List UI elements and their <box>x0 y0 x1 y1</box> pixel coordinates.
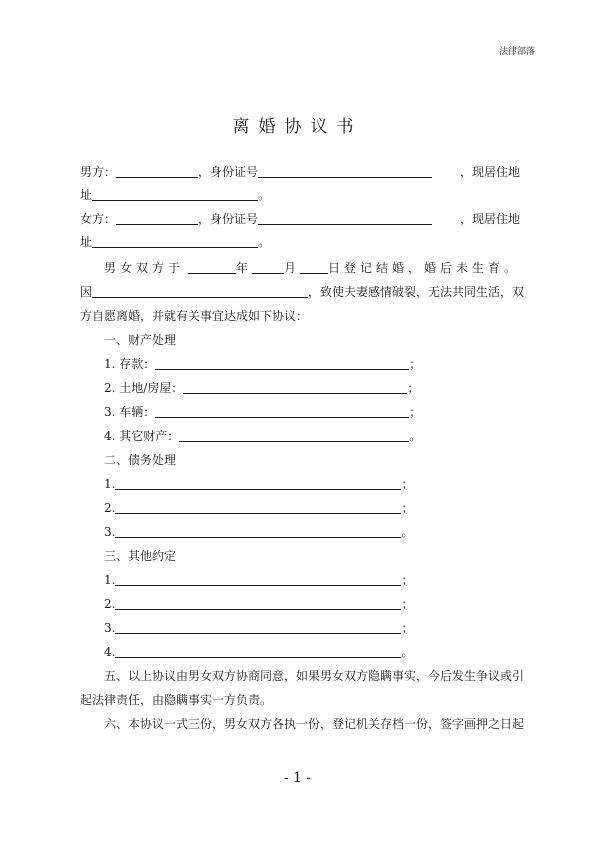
period: 。 <box>401 525 414 539</box>
agreement-item <box>104 596 413 612</box>
section3-heading: 三、其他约定 <box>104 549 177 563</box>
semicolon: ； <box>409 405 422 419</box>
debt-item <box>104 500 413 516</box>
agreement-number: 2. <box>104 597 116 611</box>
asset-label: 4. 其它财产： <box>104 429 180 443</box>
agreement-number: 3. <box>104 621 116 635</box>
cause-prefix: 因 <box>80 285 93 299</box>
wife-address-label: ，现居住地 <box>459 212 520 226</box>
husband-id-label: ，身份证号 <box>198 165 259 179</box>
asset-item <box>104 356 421 372</box>
agreement-blank[interactable] <box>115 597 401 610</box>
semicolon: ； <box>409 357 422 371</box>
period: 。 <box>401 645 414 659</box>
agreement-blank[interactable] <box>115 645 401 658</box>
clause5-line-1: 五、以上协议由男女双方协商同意，如果男女双方隐瞒事实，今后发生争议或引 <box>104 669 525 683</box>
period: 。 <box>409 429 422 443</box>
semicolon: ； <box>401 573 414 587</box>
asset-item <box>104 380 419 396</box>
asset-blank[interactable] <box>155 405 409 418</box>
husband-address-cont: 址 <box>80 188 93 202</box>
asset-label: 2. 土地/房屋： <box>104 381 184 395</box>
husband-id-blank[interactable] <box>258 165 432 178</box>
month-label: 月 <box>283 261 296 275</box>
agreement-number: 1. <box>104 573 116 587</box>
cause-suffix: ，致使夫妻感情破裂，无法共同生活，双 <box>308 285 525 299</box>
semicolon: ； <box>401 501 414 515</box>
page-number: - 1 - <box>283 770 312 786</box>
period: 。 <box>258 235 271 249</box>
day-label: 日登记结婚，婚后未生育。 <box>327 261 520 275</box>
marriage-line-1 <box>104 260 520 276</box>
debt-item <box>104 524 413 540</box>
semicolon: ； <box>401 621 414 635</box>
clause5-line-2: 起法律责任，由隐瞒事实一方负责。 <box>80 693 273 707</box>
wife-address-blank[interactable] <box>92 235 258 248</box>
section1-heading: 一、财产处理 <box>104 333 177 347</box>
wife-address-line <box>80 234 270 250</box>
cause-blank[interactable] <box>92 285 308 298</box>
husband-address-blank[interactable] <box>92 188 258 201</box>
asset-blank[interactable] <box>179 429 409 442</box>
agreement-number: 4. <box>104 645 116 659</box>
agreement-blank[interactable] <box>115 573 401 586</box>
debt-number: 1. <box>104 477 116 491</box>
agreement-blank[interactable] <box>115 621 401 634</box>
agreement-item <box>104 620 413 636</box>
agreement-item <box>104 572 413 588</box>
marriage-line-2 <box>80 284 524 300</box>
wife-id-blank[interactable] <box>258 212 432 225</box>
debt-blank[interactable] <box>115 477 401 490</box>
period: 。 <box>258 188 271 202</box>
marriage-line-3: 方自愿离婚，并就有关事宜达成如下协议： <box>80 309 309 323</box>
agreement-item <box>104 644 413 660</box>
debt-blank[interactable] <box>115 525 401 538</box>
husband-address-line <box>80 187 270 203</box>
asset-item <box>104 404 421 420</box>
wife-label: 女方： <box>80 212 117 226</box>
marriage-intro: 男女双方于 <box>104 261 185 275</box>
debt-number: 2. <box>104 501 116 515</box>
clause6-line-1: 六、本协议一式三份，男女双方各执一份，登记机关存档一份，签字画押之日起 <box>104 717 525 731</box>
wife-name-blank[interactable] <box>116 212 198 225</box>
document-title: 离婚协议书 <box>232 117 363 137</box>
day-blank[interactable] <box>300 261 328 274</box>
debt-item <box>104 476 413 492</box>
asset-label: 3. 车辆： <box>104 405 156 419</box>
debt-number: 3. <box>104 525 116 539</box>
wife-id-label: ，身份证号 <box>198 212 259 226</box>
month-blank[interactable] <box>252 261 284 274</box>
husband-line <box>80 164 520 180</box>
asset-label: 1. 存款： <box>104 357 156 371</box>
husband-address-label: ，现居住地 <box>459 165 520 179</box>
debt-blank[interactable] <box>115 501 401 514</box>
year-blank[interactable] <box>188 261 236 274</box>
year-label: 年 <box>235 261 248 275</box>
section2-heading: 二、债务处理 <box>104 453 177 467</box>
semicolon: ； <box>401 477 414 491</box>
wife-address-cont: 址 <box>80 235 93 249</box>
husband-label: 男方： <box>80 165 117 179</box>
wife-line <box>80 211 520 227</box>
asset-item <box>104 428 421 444</box>
asset-blank[interactable] <box>155 357 409 370</box>
brand-header: 法律部落 <box>498 47 535 57</box>
husband-name-blank[interactable] <box>116 165 198 178</box>
asset-blank[interactable] <box>183 381 407 394</box>
semicolon: ； <box>401 597 414 611</box>
semicolon: ； <box>407 381 420 395</box>
